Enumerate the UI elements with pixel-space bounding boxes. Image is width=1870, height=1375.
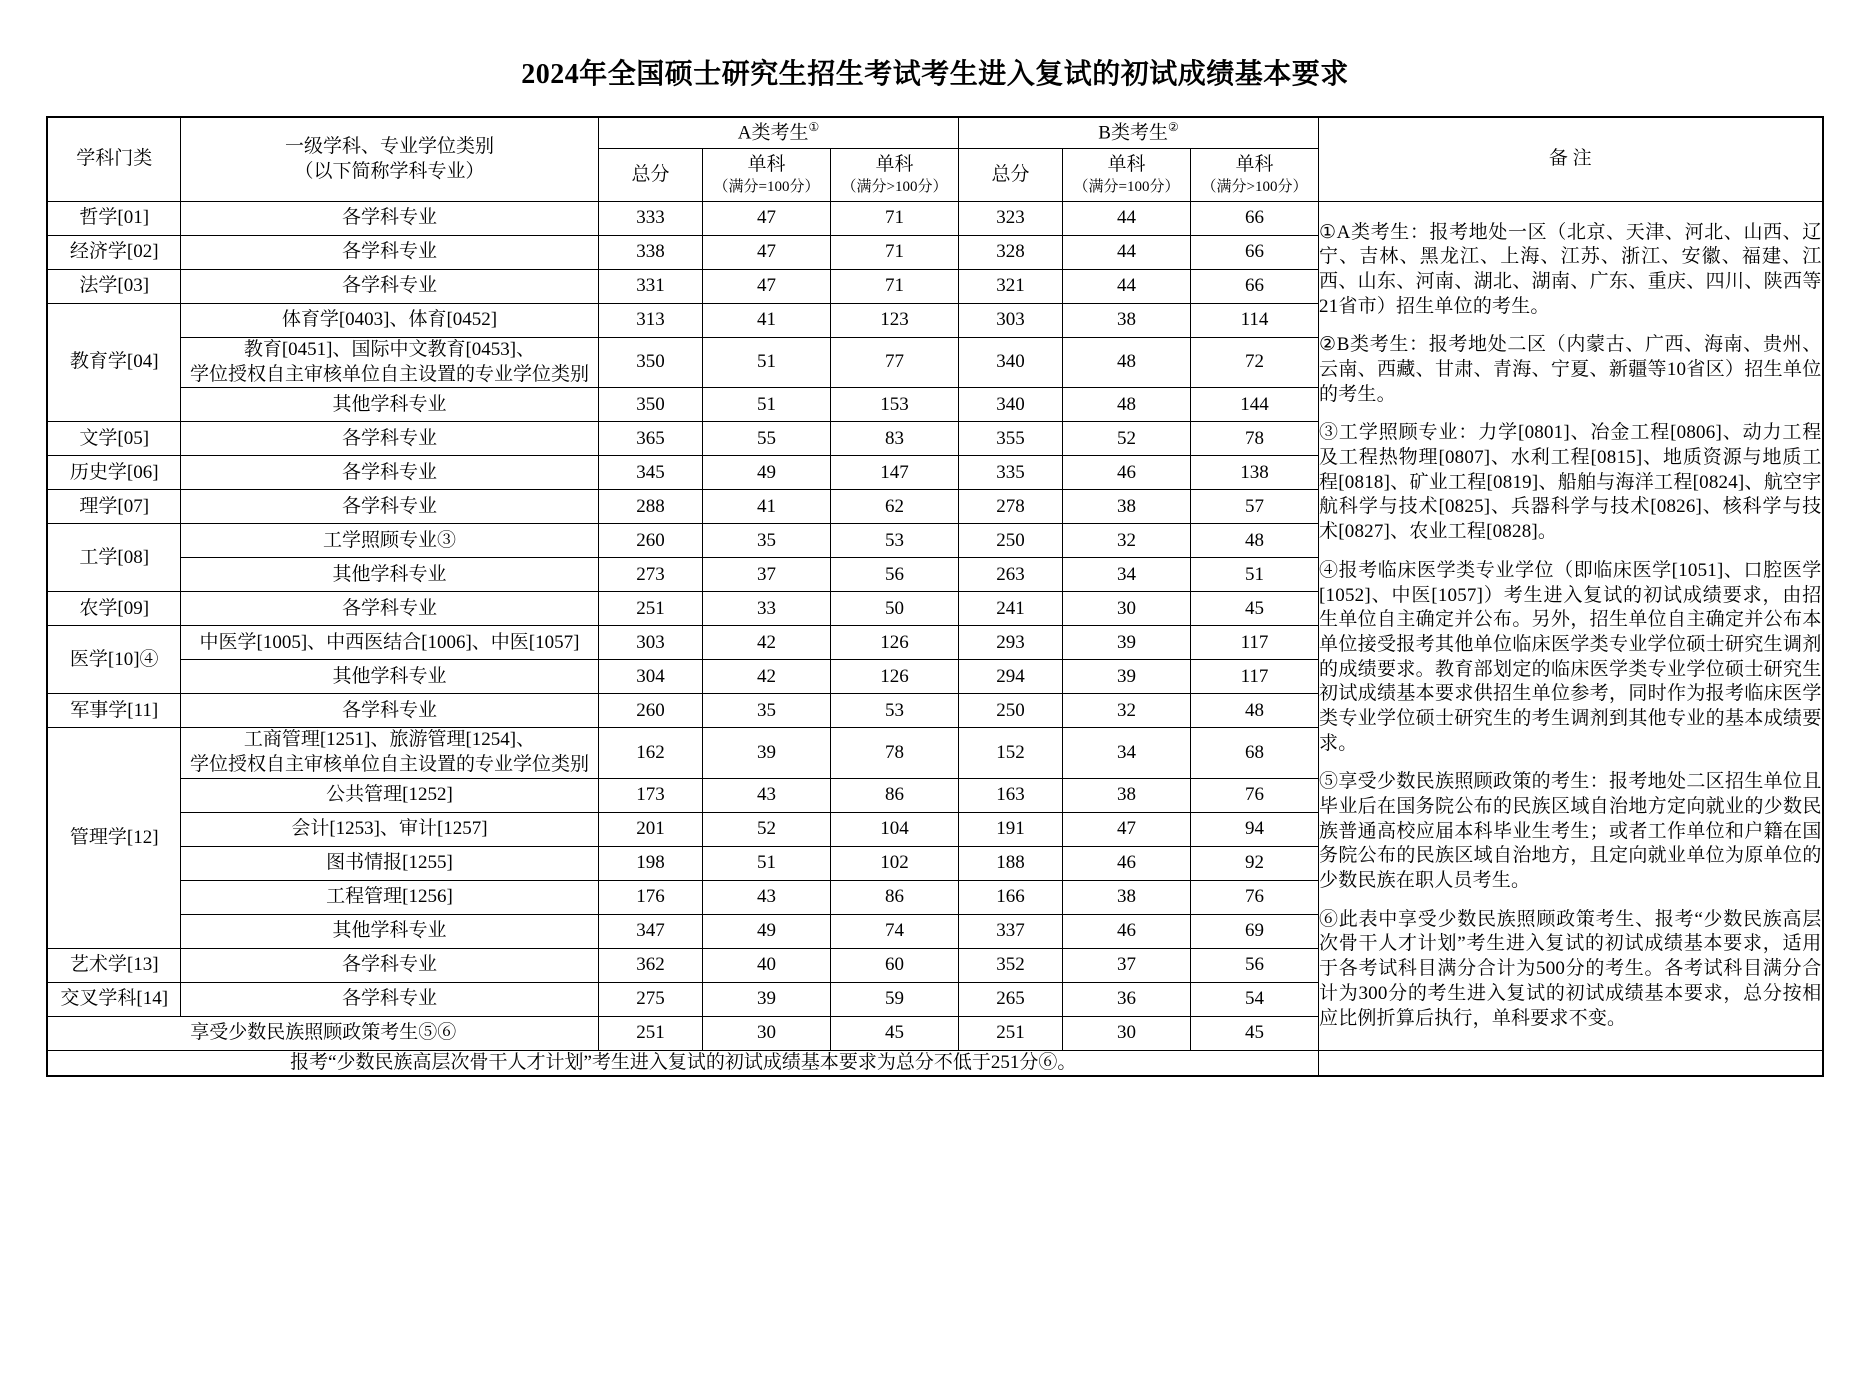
remarks-cell [1319,202,1823,1051]
special-row-label: 享受少数民族照顾政策考生⑤⑥ [47,1016,598,1050]
row-category: 军事学[11] [47,694,180,728]
row-b-single-gt: 69 [1190,914,1318,948]
row-a-single-eq: 35 [702,524,830,558]
row-a-total: 260 [598,694,702,728]
row-category: 工学[08] [47,524,180,592]
header-category: 学科门类 [47,117,180,202]
row-subject: 工商管理[1251]、旅游管理[1254]、 学位授权自主审核单位自主设置的专业学位类别 [180,728,598,778]
row-a-total: 303 [598,626,702,660]
row-a-single-gt: 78 [830,728,958,778]
row-a-single-gt: 147 [830,456,958,490]
row-a-single-gt: 62 [830,490,958,524]
row-b-single-eq: 34 [1062,728,1190,778]
row-b-single-eq: 32 [1062,694,1190,728]
row-category: 理学[07] [47,490,180,524]
header-b-single-gt: 单科 （满分>100分） [1190,149,1318,202]
remark-note: ③工学照顾专业：力学[0801]、冶金工程[0806]、动力工程及工程热物理[0807]、水利工程[0815]、地质资源与地质工程[0818]、矿业工程[0819]、船舶与海洋工程[0824]、航空宇航科学与技术[0825]、兵器科学与技术[0826]、核科学与技术[0827]、农业工程[0828]。 [1319,422,1822,543]
row-a-single-gt: 126 [830,626,958,660]
row-subject: 其他学科专业 [180,914,598,948]
row-b-total: 250 [958,524,1062,558]
row-b-single-eq: 46 [1062,846,1190,880]
row-a-total: 176 [598,880,702,914]
remark-note: ⑥此表中享受少数民族照顾政策考生、报考“少数民族高层次骨干人才计划”考生进入复试的初试成绩基本要求，适用于各考试科目满分合计为500分的考生。各考试科目满分合计为300分的考生进入复试的初试成绩基本要求，总分按相应比例折算后执行，单科要求不变。 [1319,908,1822,1029]
row-a-single-eq: 40 [702,948,830,982]
row-b-total: 188 [958,846,1062,880]
row-b-total: 328 [958,236,1062,270]
row-category: 管理学[12] [47,728,180,948]
row-category: 哲学[01] [47,202,180,236]
row-b-total: 166 [958,880,1062,914]
row-a-total: 347 [598,914,702,948]
row-a-total: 345 [598,456,702,490]
row-b-single-eq: 44 [1062,236,1190,270]
header-remark: 备 注 [1319,117,1823,202]
row-a-single-gt: 153 [830,388,958,422]
row-b-total: 191 [958,812,1062,846]
row-a-total: 350 [598,338,702,388]
special-a-single-gt: 45 [830,1016,958,1050]
row-a-single-gt: 50 [830,592,958,626]
row-subject: 各学科专业 [180,592,598,626]
row-b-single-gt: 68 [1190,728,1318,778]
row-b-total: 278 [958,490,1062,524]
row-a-single-gt: 71 [830,202,958,236]
row-b-single-gt: 117 [1190,660,1318,694]
row-b-single-gt: 92 [1190,846,1318,880]
row-b-single-gt: 45 [1190,592,1318,626]
row-category: 农学[09] [47,592,180,626]
remark-note: ②B类考生：报考地处二区（内蒙古、广西、海南、贵州、云南、西藏、甘肃、青海、宁夏、新疆等10省区）招生单位的考生。 [1319,334,1822,405]
row-b-single-eq: 39 [1062,660,1190,694]
row-subject: 其他学科专业 [180,388,598,422]
row-b-single-gt: 114 [1190,304,1318,338]
row-subject: 中医学[1005]、中西医结合[1006]、中医[1057] [180,626,598,660]
row-b-single-gt: 66 [1190,236,1318,270]
page-title: 2024年全国硕士研究生招生考试考生进入复试的初试成绩基本要求 [521,59,1349,90]
row-a-single-eq: 33 [702,592,830,626]
row-a-single-gt: 126 [830,660,958,694]
row-subject: 公共管理[1252] [180,778,598,812]
row-a-single-gt: 123 [830,304,958,338]
row-b-total: 250 [958,694,1062,728]
row-a-single-gt: 71 [830,236,958,270]
row-category: 交叉学科[14] [47,982,180,1016]
row-a-total: 260 [598,524,702,558]
row-a-total: 251 [598,592,702,626]
row-b-single-eq: 38 [1062,778,1190,812]
row-b-single-gt: 72 [1190,338,1318,388]
row-subject: 各学科专业 [180,202,598,236]
row-b-total: 355 [958,422,1062,456]
special-b-total: 251 [958,1016,1062,1050]
row-b-single-eq: 46 [1062,914,1190,948]
row-a-total: 338 [598,236,702,270]
row-a-single-gt: 53 [830,524,958,558]
row-a-single-gt: 74 [830,914,958,948]
row-b-single-eq: 46 [1062,456,1190,490]
row-a-total: 365 [598,422,702,456]
row-a-single-gt: 77 [830,338,958,388]
row-a-total: 333 [598,202,702,236]
row-b-single-eq: 39 [1062,626,1190,660]
row-category: 教育学[04] [47,304,180,422]
row-category: 历史学[06] [47,456,180,490]
row-a-single-eq: 39 [702,982,830,1016]
row-subject: 其他学科专业 [180,558,598,592]
row-b-single-gt: 56 [1190,948,1318,982]
row-b-single-eq: 44 [1062,202,1190,236]
row-category: 经济学[02] [47,236,180,270]
row-a-total: 173 [598,778,702,812]
row-b-single-eq: 48 [1062,388,1190,422]
remark-note: ①A类考生：报考地处一区（北京、天津、河北、山西、辽宁、吉林、黑龙江、上海、江苏、浙江、安徽、福建、江西、山东、河南、湖北、湖南、广东、重庆、四川、陕西等21省市）招生单位的考生。 [1319,221,1822,317]
row-a-total: 288 [598,490,702,524]
row-a-single-eq: 42 [702,626,830,660]
row-subject: 各学科专业 [180,236,598,270]
row-a-single-eq: 47 [702,202,830,236]
row-a-single-eq: 42 [702,660,830,694]
row-a-single-eq: 37 [702,558,830,592]
row-a-single-eq: 55 [702,422,830,456]
row-subject: 其他学科专业 [180,660,598,694]
row-subject: 教育[0451]、国际中文教育[0453]、 学位授权自主审核单位自主设置的专业学位类别 [180,338,598,388]
table-footer-row [47,1050,1822,1076]
row-b-total: 293 [958,626,1062,660]
row-a-single-gt: 59 [830,982,958,1016]
row-b-single-gt: 51 [1190,558,1318,592]
header-subject [180,117,598,202]
remark-note: ⑤享受少数民族照顾政策的考生：报考地处二区招生单位且毕业后在国务院公布的民族区域自治地方定向就业的少数民族普通高校应届本科毕业生考生；或者工作单位和户籍在国务院公布的民族区域自治地方，且定向就业单位为原单位的少数民族在职人员考生。 [1319,771,1822,892]
row-a-total: 273 [598,558,702,592]
document-page [0,52,1870,1375]
row-b-total: 337 [958,914,1062,948]
footer-note: 报考“少数民族高层次骨干人才计划”考生进入复试的初试成绩基本要求为总分不低于251分⑥。 [47,1050,1318,1076]
row-category: 医学[10]④ [47,626,180,694]
row-a-single-gt: 56 [830,558,958,592]
row-a-total: 362 [598,948,702,982]
row-b-single-eq: 48 [1062,338,1190,388]
row-b-total: 340 [958,338,1062,388]
table-row [47,202,1822,236]
remark-note: ④报考临床医学类专业学位（即临床医学[1051]、口腔医学[1052]、中医[1057]）考生进入复试的初试成绩要求，由招生单位自主确定并公布。另外，招生单位自主确定并公布本单位接受报考其他单位临床医学类专业学位硕士研究生调剂的成绩要求。教育部划定的临床医学类专业学位硕士研究生初试成绩基本要求供招生单位参考，同时作为报考临床医学类专业学位硕士研究生的考生调剂到其他专业的基本成绩要求。 [1319,559,1822,754]
row-a-single-eq: 39 [702,728,830,778]
header-a-single-gt: 单科 （满分>100分） [830,149,958,202]
row-b-single-gt: 54 [1190,982,1318,1016]
row-subject: 各学科专业 [180,456,598,490]
row-b-single-eq: 37 [1062,948,1190,982]
row-b-total: 152 [958,728,1062,778]
row-b-single-eq: 38 [1062,304,1190,338]
row-a-total: 331 [598,270,702,304]
row-b-total: 340 [958,388,1062,422]
row-a-single-eq: 41 [702,304,830,338]
row-b-single-eq: 52 [1062,422,1190,456]
row-b-single-eq: 38 [1062,490,1190,524]
row-a-total: 275 [598,982,702,1016]
row-a-single-eq: 49 [702,914,830,948]
row-a-total: 198 [598,846,702,880]
special-a-single-eq: 30 [702,1016,830,1050]
row-b-total: 265 [958,982,1062,1016]
row-b-total: 321 [958,270,1062,304]
header-a-total: 总分 [598,149,702,202]
row-b-single-gt: 138 [1190,456,1318,490]
row-a-total: 162 [598,728,702,778]
row-a-total: 350 [598,388,702,422]
row-subject: 各学科专业 [180,270,598,304]
row-b-single-gt: 144 [1190,388,1318,422]
row-b-total: 303 [958,304,1062,338]
header-subject-line2: （以下简称学科专业） [294,160,485,182]
row-a-single-gt: 86 [830,778,958,812]
row-a-single-eq: 51 [702,846,830,880]
row-b-single-gt: 48 [1190,524,1318,558]
table-body [47,202,1822,1077]
row-a-single-eq: 51 [702,338,830,388]
row-b-total: 294 [958,660,1062,694]
row-b-single-eq: 44 [1062,270,1190,304]
header-group-b: B类考生② [958,117,1318,149]
row-a-single-eq: 43 [702,880,830,914]
header-subject-line1: 一级学科、专业学位类别 [284,135,494,157]
row-a-single-eq: 47 [702,270,830,304]
row-a-single-gt: 53 [830,694,958,728]
score-requirements-table [46,116,1823,1077]
row-b-single-gt: 48 [1190,694,1318,728]
row-b-single-eq: 47 [1062,812,1190,846]
row-a-single-eq: 43 [702,778,830,812]
row-a-single-eq: 52 [702,812,830,846]
row-subject: 工程管理[1256] [180,880,598,914]
row-subject: 各学科专业 [180,490,598,524]
row-b-single-gt: 76 [1190,778,1318,812]
row-b-single-eq: 32 [1062,524,1190,558]
row-b-single-gt: 66 [1190,270,1318,304]
header-a-single-eq: 单科 （满分=100分） [702,149,830,202]
row-b-single-eq: 30 [1062,592,1190,626]
row-a-single-gt: 60 [830,948,958,982]
row-b-total: 352 [958,948,1062,982]
row-a-single-eq: 51 [702,388,830,422]
row-subject: 会计[1253]、审计[1257] [180,812,598,846]
row-b-total: 241 [958,592,1062,626]
row-a-single-eq: 41 [702,490,830,524]
row-b-single-gt: 117 [1190,626,1318,660]
row-a-single-gt: 104 [830,812,958,846]
special-a-total: 251 [598,1016,702,1050]
row-subject: 体育学[0403]、体育[0452] [180,304,598,338]
row-subject: 各学科专业 [180,948,598,982]
row-subject: 各学科专业 [180,694,598,728]
header-group-a: A类考生① [598,117,958,149]
row-a-single-eq: 47 [702,236,830,270]
header-b-total: 总分 [958,149,1062,202]
row-a-total: 304 [598,660,702,694]
row-a-single-gt: 86 [830,880,958,914]
row-b-total: 163 [958,778,1062,812]
row-b-single-eq: 38 [1062,880,1190,914]
row-b-single-eq: 36 [1062,982,1190,1016]
row-a-single-gt: 71 [830,270,958,304]
row-b-single-gt: 66 [1190,202,1318,236]
row-b-single-eq: 34 [1062,558,1190,592]
row-b-single-gt: 78 [1190,422,1318,456]
row-b-single-gt: 76 [1190,880,1318,914]
row-b-single-gt: 57 [1190,490,1318,524]
row-a-single-gt: 83 [830,422,958,456]
special-b-single-gt: 45 [1190,1016,1318,1050]
row-b-total: 263 [958,558,1062,592]
row-b-single-gt: 94 [1190,812,1318,846]
row-category: 法学[03] [47,270,180,304]
row-a-total: 201 [598,812,702,846]
special-b-single-eq: 30 [1062,1016,1190,1050]
row-subject: 各学科专业 [180,982,598,1016]
footnote-marker-a: ① [808,119,820,134]
row-a-single-gt: 102 [830,846,958,880]
row-subject: 各学科专业 [180,422,598,456]
row-b-total: 323 [958,202,1062,236]
row-subject: 图书情报[1255] [180,846,598,880]
footnote-marker-b: ② [1167,119,1179,134]
row-subject: 工学照顾专业③ [180,524,598,558]
row-b-total: 335 [958,456,1062,490]
row-a-single-eq: 49 [702,456,830,490]
row-category: 艺术学[13] [47,948,180,982]
header-b-single-eq: 单科 （满分=100分） [1062,149,1190,202]
row-category: 文学[05] [47,422,180,456]
row-a-total: 313 [598,304,702,338]
row-a-single-eq: 35 [702,694,830,728]
